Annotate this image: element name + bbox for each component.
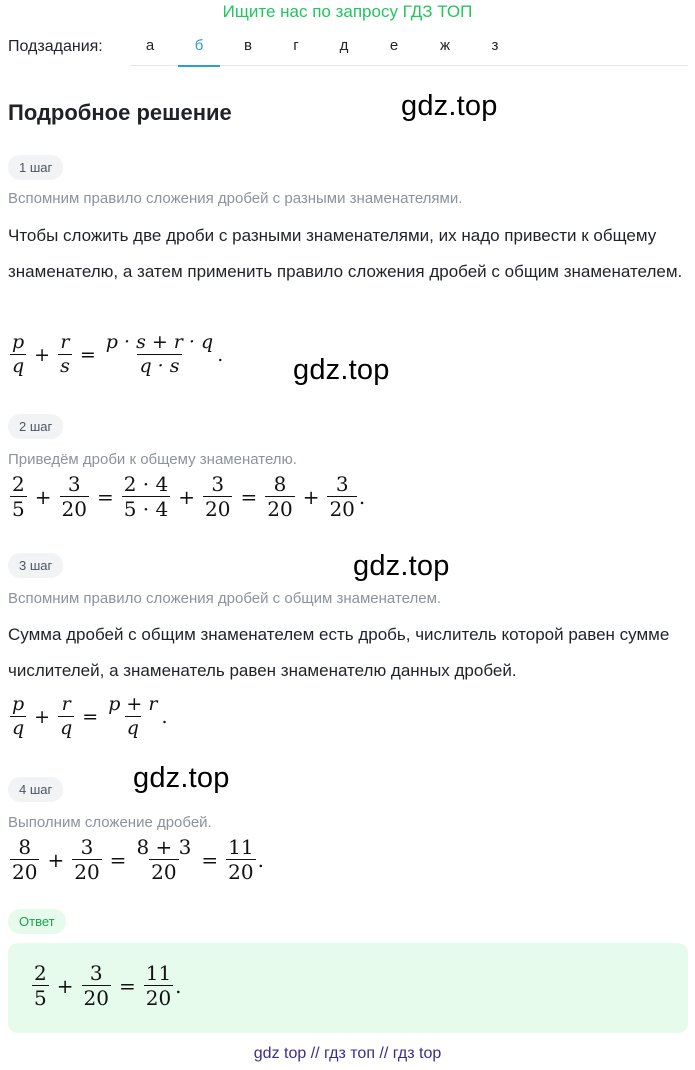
formula-2-f5n: 8: [273, 472, 287, 496]
answer-f1n: 2: [34, 961, 47, 985]
formula-3-c: r: [61, 693, 71, 715]
formula-2-f1n: 2: [12, 472, 25, 496]
formula-4-f3d: 20: [151, 860, 177, 884]
formula-2-f3n: 2 · 4: [123, 472, 169, 496]
formula-2: $\frac{2}{5}$ + $\frac{3}{20}$ = $\frac{2 \cdot 4}{5 \cdot 4}$ + $\frac{3}{20}$ = $\frac{8}{20}$ + $\frac{3}{20}$ .: [12, 472, 366, 521]
formula-2-f4d: 20: [205, 497, 231, 521]
formula-3-b: q: [12, 716, 25, 739]
answer-f2n: 3: [89, 961, 103, 985]
formula-2-f2n: 3: [67, 472, 81, 496]
formula-2-f1d: 5: [12, 497, 25, 521]
formula-1-a: p: [12, 331, 25, 353]
step-badge-3: 3 шаг: [8, 553, 63, 578]
formula-1: $\frac{p}{q}$ + $\frac{r}{s}$ = $\frac{p \cdot s + r \cdot q}{q \cdot s}$ .: [12, 331, 224, 377]
formula-4-f3n: 8 + 3: [136, 835, 192, 859]
formula-2-f6n: 3: [335, 472, 349, 496]
formula-1-c: r: [60, 331, 70, 353]
watermark: gdz.top: [133, 762, 230, 794]
footer-links[interactable]: gdz top // гдз топ // гдз top: [253, 1045, 442, 1062]
subtask-tab-z[interactable]: з: [491, 37, 499, 54]
page-title: Подробное решение: [8, 100, 232, 125]
answer-f2d: 20: [83, 986, 109, 1010]
subtask-tab-e[interactable]: е: [389, 37, 399, 54]
step-text-3: Сумма дробей с общим знаменателем есть дробь, числитель которой равен сумме числителей, а знаменатель равен знаменателю данных дробей.: [8, 625, 670, 680]
subtask-tab-a[interactable]: а: [145, 37, 155, 54]
watermark: gdz.top: [353, 550, 450, 582]
subtask-tab-zh[interactable]: ж: [439, 37, 451, 54]
answer-f3n: 11: [145, 961, 172, 985]
answer-formula: $\frac{2}{5}$ + $\frac{3}{20}$ = $\frac{11}{20}$ .: [34, 961, 182, 1010]
formula-4-f1d: 20: [12, 860, 38, 884]
formula-4-f4n: 11: [228, 835, 254, 859]
answer-badge: Ответ: [8, 909, 66, 934]
step-hint-2: Приведём дроби к общему знаменателю.: [8, 451, 297, 468]
formula-4-f2d: 20: [74, 860, 100, 884]
formula-2-f3d: 5 · 4: [123, 497, 169, 521]
formula-1-num: p · s + r · q: [105, 331, 214, 353]
formula-1-b: q: [12, 354, 25, 377]
formula-4: $\frac{8}{20}$ + $\frac{3}{20}$ = $\frac{8 + 3}{20}$ = $\frac{11}{20}$ .: [12, 835, 264, 884]
watermark: gdz.top: [293, 354, 390, 386]
formula-2-f5d: 20: [267, 497, 293, 521]
formula-4-f4d: 20: [228, 860, 254, 884]
formula-4-f2n: 3: [80, 835, 94, 859]
subtasks-nav: [8, 36, 688, 68]
formula-4-f1n: 8: [18, 835, 32, 859]
step-badge-2: 2 шаг: [8, 414, 63, 439]
answer-f3d: 20: [145, 986, 172, 1010]
watermark: gdz.top: [401, 90, 498, 122]
formula-3-d: q: [60, 716, 73, 739]
subtask-tab-b[interactable]: б: [178, 36, 220, 67]
step-hint-1: Вспомним правило сложения дробей с разными знаменателями.: [8, 190, 463, 207]
formula-3-num: p + r: [108, 693, 158, 715]
formula-2-f4n: 3: [211, 472, 225, 496]
formula-2-f6d: 20: [329, 497, 355, 521]
step-badge-4: 4 шаг: [8, 777, 63, 802]
formula-1-d: s: [60, 354, 70, 377]
subtask-tab-v[interactable]: в: [244, 37, 252, 54]
step-badge-1: 1 шаг: [8, 155, 63, 180]
subtask-tab-g[interactable]: г: [293, 37, 299, 54]
formula-3-den: q: [126, 716, 139, 739]
promo-banner[interactable]: Ищите нас по запросу ГДЗ ТОП: [222, 2, 473, 21]
formula-3: $\frac{p}{q}$ + $\frac{r}{q}$ = $\frac{p + r}{q}$ .: [12, 693, 168, 739]
step-hint-3: Вспомним правило сложения дробей с общим знаменателем.: [8, 590, 442, 607]
formula-2-f2d: 20: [61, 497, 87, 521]
formula-3-a: p: [12, 693, 25, 715]
subtasks-label: Подзадания:: [8, 38, 103, 55]
formula-1-den: q · s: [139, 354, 180, 377]
step-hint-4: Выполним сложение дробей.: [8, 814, 212, 831]
answer-box: [8, 943, 688, 1033]
step-text-1: Чтобы сложить две дроби с разными знаменателями, их надо привести к общему знаменателю, а затем применить правило сложения дробей с общим знаменателем.: [8, 226, 683, 281]
subtask-tab-d[interactable]: д: [339, 37, 349, 54]
answer-f1d: 5: [34, 986, 47, 1010]
